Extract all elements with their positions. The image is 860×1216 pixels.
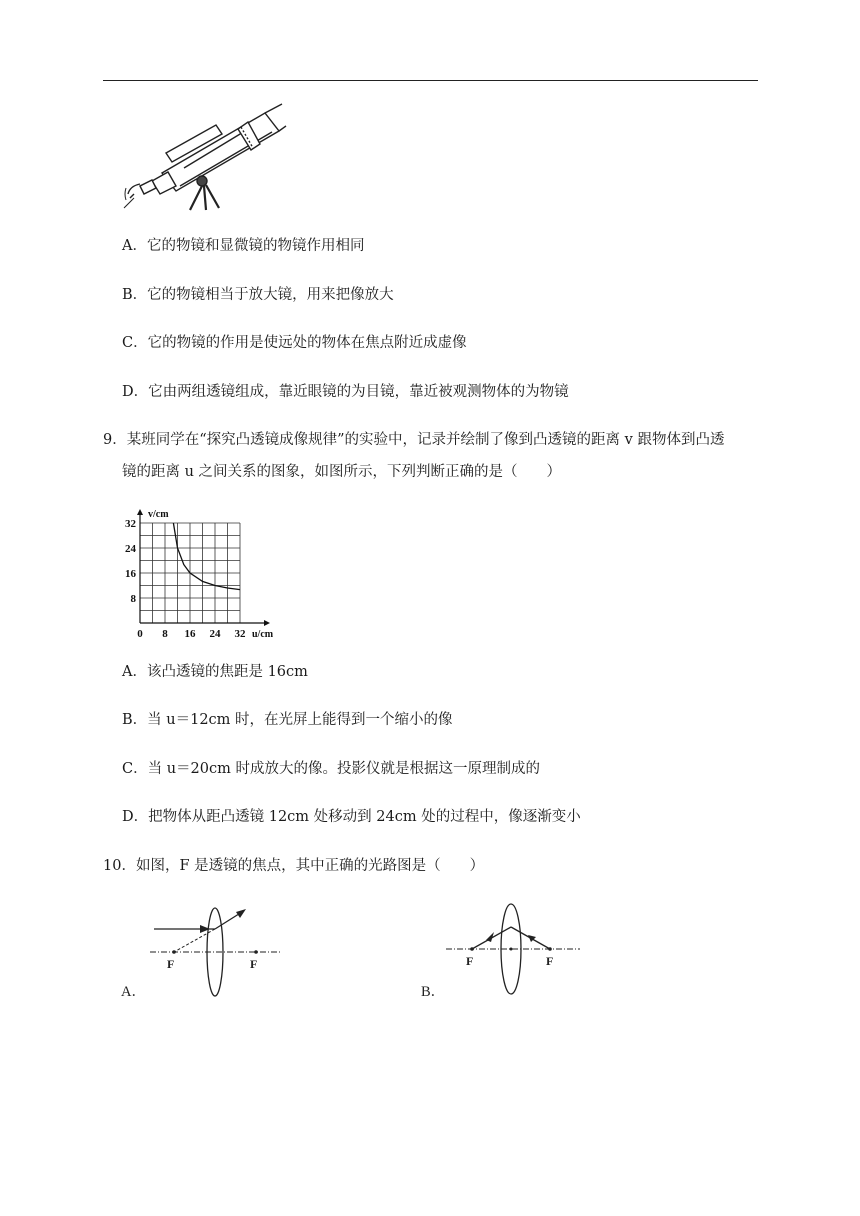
x-axis-label: u/cm (252, 629, 274, 640)
y-axis-label: v/cm (148, 509, 169, 520)
x-axis-arrow (264, 620, 270, 626)
q9-stem-line1: 9．某班同学在“探究凸透镜成像规律”的实验中，记录并绘制了像到凸透镜的距离 v 跟物体到凸透 (103, 432, 725, 448)
y-tick-label: 24 (125, 543, 136, 555)
q8-option-b: B．它的物镜相当于放大镜，用来把像放大 (122, 287, 394, 303)
focus-right-label: F (250, 957, 258, 971)
q8-option-d: D．它由两组透镜组成，靠近眼镜的为目镜，靠近被观测物体的为物镜 (122, 384, 569, 400)
q10-stem: 10．如图，F 是透镜的焦点，其中正确的光路图是（ ） (103, 858, 485, 874)
focus-left-label: F (466, 954, 474, 968)
y-tick-label: 8 (130, 593, 136, 605)
y-axis-arrow (137, 509, 143, 515)
x-tick-label: 24 (209, 628, 221, 640)
telescope-illustration (122, 98, 287, 213)
option-b-label: B． (421, 984, 446, 1000)
q8-option-c: C．它的物镜的作用是使远处的物体在焦点附近成虚像 (122, 335, 467, 351)
y-tick-label: 32 (125, 518, 136, 530)
option-a-label: A． (121, 984, 146, 1000)
q9-option-a: A．该凸透镜的焦距是 16cm (122, 664, 308, 680)
q9-stem-line2: 镜的距离 u 之间关系的图象，如图所示，下列判断正确的是（ ） (122, 464, 562, 480)
focus-left-label: F (167, 957, 175, 971)
focus-right-label: F (546, 954, 554, 968)
uv-graph (118, 505, 288, 645)
x-tick-label: 0 (137, 628, 143, 640)
q9-option-c: C．当 u＝20cm 时成放大的像。投影仪就是根据这一原理制成的 (122, 761, 540, 777)
q9-option-b: B．当 u＝12cm 时，在光屏上能得到一个缩小的像 (122, 712, 453, 728)
header-rule (103, 80, 758, 81)
q9-option-d: D．把物体从距凸透镜 12cm 处移动到 24cm 处的过程中，像逐渐变小 (122, 809, 581, 825)
q10-figure-b (418, 898, 588, 1008)
x-tick-label: 16 (184, 628, 196, 640)
q10-figure-a (118, 898, 288, 1008)
chart-curve (173, 523, 240, 590)
chart-axes (137, 509, 270, 626)
q8-option-a: A．它的物镜和显微镜的物镜作用相同 (122, 238, 365, 254)
y-tick-label: 16 (125, 568, 136, 580)
x-tick-label: 8 (162, 628, 168, 640)
x-tick-label: 32 (234, 628, 246, 640)
